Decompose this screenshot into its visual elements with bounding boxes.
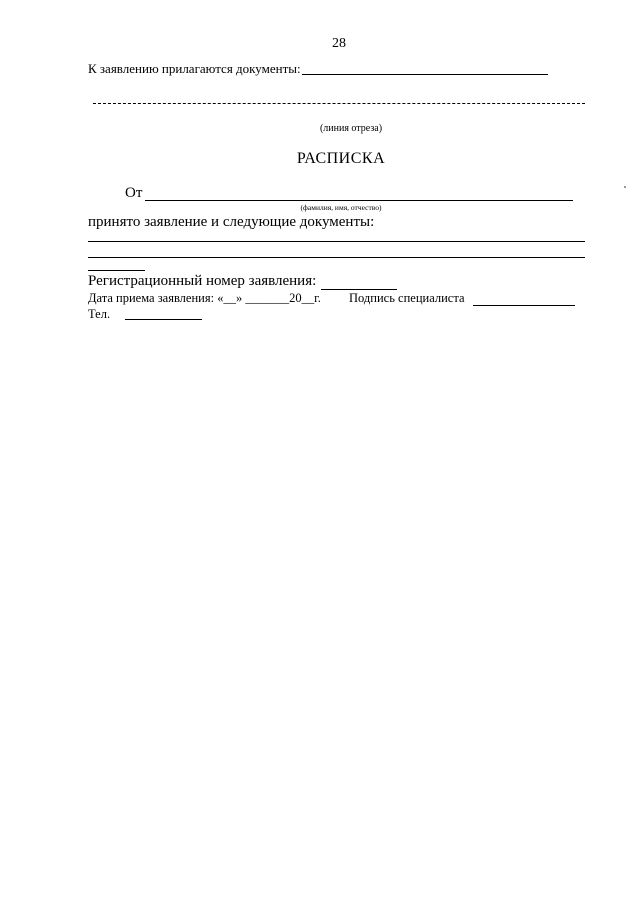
acceptance-date: Дата приема заявления: «__» _______20__г. bbox=[88, 291, 321, 305]
phone-label: Тел. bbox=[88, 307, 111, 321]
fio-caption: (фамилия, имя, отчество) bbox=[300, 203, 382, 212]
scan-speck bbox=[624, 186, 626, 188]
registration-number-label: Регистрационный номер заявления: bbox=[88, 273, 317, 289]
fio-field[interactable] bbox=[145, 200, 573, 201]
cut-line-caption: (линия отреза) bbox=[319, 123, 383, 134]
documents-line-3[interactable] bbox=[88, 270, 145, 271]
signature-field[interactable] bbox=[473, 305, 575, 306]
cut-line bbox=[93, 103, 585, 104]
page-number: 28 bbox=[332, 36, 346, 51]
documents-line-1[interactable] bbox=[88, 241, 585, 242]
phone-field[interactable] bbox=[125, 319, 202, 320]
attached-docs-label: К заявлению прилагаются документы: bbox=[88, 61, 301, 76]
attached-docs-field[interactable] bbox=[302, 74, 548, 75]
specialist-signature-label: Подпись специалиста bbox=[349, 291, 465, 305]
registration-number-field[interactable] bbox=[321, 289, 397, 290]
receipt-title: РАСПИСКА bbox=[296, 150, 386, 167]
documents-line-2[interactable] bbox=[88, 257, 585, 258]
from-label: От bbox=[125, 185, 143, 201]
accepted-documents-text: принято заявление и следующие документы: bbox=[88, 214, 375, 230]
